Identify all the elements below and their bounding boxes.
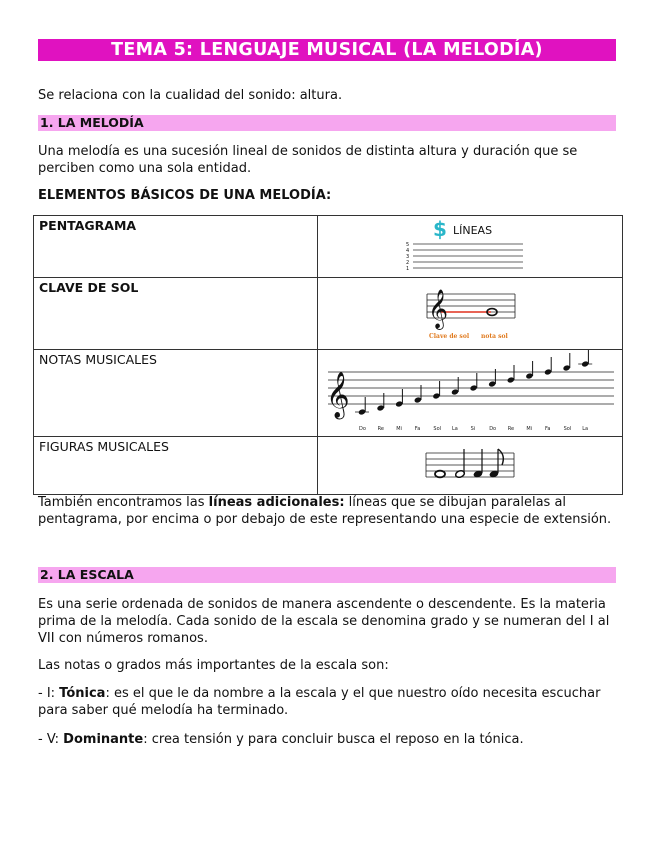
tonica-term: Tónica — [59, 686, 106, 701]
note-name-label: Re — [507, 426, 515, 432]
staff-lines-illustration — [405, 216, 535, 276]
treble-clef-icon: 𝄞 — [428, 289, 449, 329]
note-name-label: La — [582, 426, 589, 432]
clave-image-cell — [318, 278, 623, 350]
whole-note-icon — [435, 471, 445, 478]
row-label-notas: NOTAS MUSICALES — [34, 350, 318, 437]
escala-definition: Es una serie ordenada de sonidos de manera ascendente o descendente. Es la materia prima de la melodía. Cada sonido de la escala se denomina grado y se numeran del I al VII con números romanos. — [38, 597, 610, 646]
note-name-label: Sol — [433, 426, 442, 432]
tonica-item — [38, 685, 618, 719]
table-row — [34, 216, 623, 278]
treble-clef-illustration — [415, 278, 525, 346]
elements-table — [33, 215, 623, 495]
dominante-item — [38, 731, 618, 748]
staff-title: LÍNEAS — [453, 224, 493, 237]
section-heading-escala: 2. LA ESCALA — [38, 567, 616, 583]
row-label-figuras: FIGURAS MUSICALES — [34, 437, 318, 495]
additional-lines-post: líneas que se dibujan paralelas al pentagrama, por encima o por debajo de este representando una especie de extensión. — [38, 495, 612, 527]
note-name-label: Do — [489, 426, 497, 432]
additional-lines-pre: También encontramos las — [38, 495, 209, 510]
dollar-sign-icon: $ — [433, 217, 447, 241]
note-name-label: Do — [359, 426, 366, 432]
row-label-pentagrama: PENTAGRAMA — [34, 216, 318, 278]
note-name-label: La — [452, 426, 458, 432]
note-name-label: Mi — [396, 426, 402, 432]
staff-number: 1 — [406, 266, 410, 272]
note-name-label: Re — [377, 426, 384, 432]
note-name-label: Si — [470, 426, 476, 432]
elements-heading: ELEMENTOS BÁSICOS DE UNA MELODÍA: — [38, 188, 332, 203]
note-scale-illustration — [322, 350, 618, 434]
note-name-label: Fa — [545, 426, 551, 432]
melodia-definition: Una melodía es una sucesión lineal de sonidos de distinta altura y duración que se perciben como una sola entidad. — [38, 144, 578, 176]
notas-image-cell — [318, 350, 623, 437]
note-caption: nota sol — [481, 333, 508, 340]
clef-caption: Clave de sol — [429, 333, 470, 340]
additional-lines-text — [38, 494, 618, 528]
staff-number: 5 — [406, 242, 410, 248]
staff-number: 4 — [406, 248, 410, 254]
dominante-term: Dominante — [63, 732, 144, 747]
dominante-prefix: - V: — [38, 732, 64, 747]
note-name-label: Sol — [563, 426, 572, 432]
note-figures-illustration — [422, 437, 518, 491]
table-row — [34, 437, 623, 495]
note-name-label: Mi — [526, 426, 533, 432]
table-row — [34, 350, 623, 437]
document-title: TEMA 5: LENGUAJE MUSICAL (LA MELODÍA) — [38, 39, 616, 61]
escala-important-intro: Las notas o grados más importantes de la escala son: — [38, 658, 389, 673]
section-heading-melodia: 1. LA MELODÍA — [38, 115, 616, 131]
note-name-label: Fa — [414, 426, 421, 432]
figuras-image-cell — [318, 437, 623, 495]
row-label-clave: CLAVE DE SOL — [34, 278, 318, 350]
dominante-description: : crea tensión y para concluir busca el reposo en la tónica. — [143, 732, 524, 747]
intro-text: Se relaciona con la cualidad del sonido: altura. — [38, 88, 343, 103]
pentagrama-image-cell — [318, 216, 623, 278]
additional-lines-term: líneas adicionales: — [208, 495, 345, 510]
tonica-description: : es el que le da nombre a la escala y el que nuestro oído necesita escuchar para saber qué melodía ha terminado. — [38, 686, 601, 718]
table-row — [34, 278, 623, 350]
staff-number: 3 — [406, 254, 410, 260]
staff-number: 2 — [406, 260, 410, 266]
tonica-prefix: - I: — [38, 686, 60, 701]
treble-clef-icon: 𝄞 — [326, 372, 350, 418]
